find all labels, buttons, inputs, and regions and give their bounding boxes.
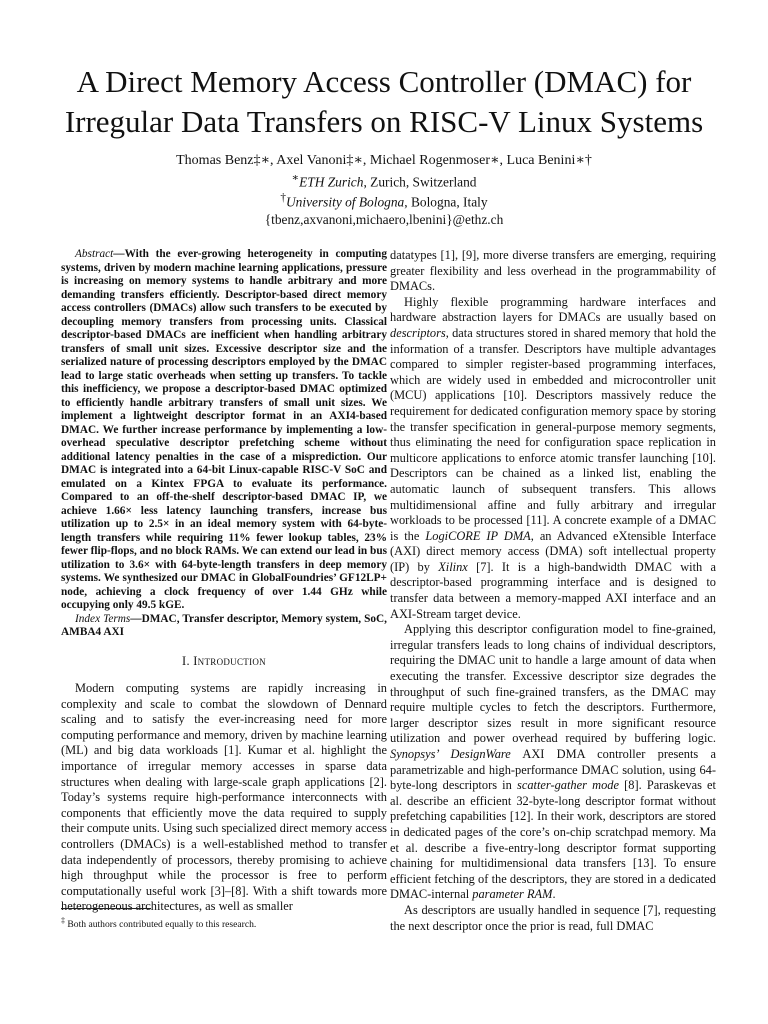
affiliation-mark: ∗ [291, 172, 300, 184]
affiliation-place: , Bologna, Italy [404, 194, 488, 210]
section-title: Introduction [193, 653, 266, 668]
emphasis: Xilinx [438, 559, 468, 574]
affiliation-bologna [40, 190, 728, 210]
emphasis: LogiCORE IP DMA [425, 528, 531, 543]
footnote-symbol: ‡ [61, 916, 65, 925]
affiliation-mark: † [280, 192, 286, 205]
footnote [61, 908, 387, 931]
affiliation-place: , Zurich, Switzerland [363, 174, 477, 190]
affiliation-eth [40, 170, 728, 190]
section-heading-introduction [61, 654, 387, 670]
right-paragraph-2 [390, 295, 716, 622]
index-terms [61, 613, 387, 640]
right-paragraph-3 [390, 622, 716, 903]
left-column [61, 248, 387, 915]
abstract [61, 248, 387, 613]
paper-title [40, 62, 728, 142]
author-names: Thomas Benz‡∗, Axel Vanoni‡∗, Michael Rogenmoser∗, Luca Benini∗† [176, 153, 592, 168]
text-run: [7]. It is a high-bandwidth DMAC with a descriptor-based programming interface and is designed to transfer data between a memory-mapped AXI interface and an AXI-Stream target device. [390, 559, 716, 621]
emphasis: Synopsys’ DesignWare [390, 747, 511, 761]
affiliation-institution: University of Bologna [285, 194, 405, 210]
emphasis: descriptors [390, 325, 446, 340]
text-run: Applying this descriptor configuration model to fine-grained, irregular transfers leads to long chains of individual descriptors, requiring the DMAC unit to handle a large amount of data when executing the transfer. Excessive descriptor size degrades the throughput of such fine-grained transfers, as the DMAC may require multiple cycles to fetch the descriptors. Furthermore, larger descriptor sizes result in more significant resource utilization and power overhead required by buffering logic. [390, 622, 716, 746]
author-emails: {tbenz,axvanoni,michaero,lbenini}@ethz.ch [264, 211, 504, 227]
right-paragraph-4: As descriptors are usually handled in sequence [7], requesting the next descriptor once the prior is read, full DMAC [390, 902, 716, 933]
text-run: , an Advanced eXtensible Interface (AXI) direct memory access (DMA) soft intellectual property (IP) by [390, 528, 716, 574]
text-run: Highly flexible programming hardware interfaces and hardware abstraction layers for DMACs are usually based on [390, 294, 716, 325]
abstract-text: —With the ever-growing heterogeneity in computing systems, driven by modern machine learning applications, pressure is increasing on memory systems to handle arbitrary and more demanding transfers efficiently. Descriptor-based direct memory access controllers (DMACs) allow such transfers to be executed by decoupling memory transfers from processing units. Classical descriptor-based DMACs are inefficient when handling arbitrary transfers of small unit sizes. Excessive descriptor size and the serialized nature of processing descriptors employed by the DMAC lead to large static overheads when setting up transfers. To tackle this inefficiency, we propose a descriptor-based DMAC optimized to efficiently handle arbitrary transfers of small unit sizes. We implement a lightweight descriptor format in an AXI4-based DMAC. We further increase performance by implementing a low-overhead speculative descriptor prefetching scheme without additional latency penalties in the case of a misprediction. Our DMAC is integrated into a 64-bit Linux-capable RISC-V SoC and emulated on a Kintex FPGA to evaluate its performance. Compared to an off-the-shelf descriptor-based DMAC IP, we achieve 1.66× less latency launching transfers, increase bus utilization up to 2.5× in an ideal memory system with 64-byte-length transfers while requiring 11% fewer lookup tables, 23% fewer flip-flops, and no block RAMs. We can extend our lead in bus utilization to 3.6× with 64-byte-length transfers in deep memory systems. We synthesized our DMAC in GlobalFoundries’ GF12LP+ node, achieving a clock frequency of over 1.44 GHz while occupying only 49.5 kGE. [61, 248, 387, 611]
text-run: , data structures stored in shared memory that hold the information of a transfer. Descriptors have multiple advantages compared to simpler register-based programming interfaces, which are widely used in embedded and microcontroller unit (MCU) applications [10]. Descriptors massively reduce the requirement for dedicated configuration memory space by storing the transfer specification in general-purpose memory segments, thus eliminating the need for configuration space replication in multicore applications to enforce atomic transfer launching [10]. Descriptors can be chained as a linked list, enabling the automatic launch of subsequent transfers. This allows multidimensional affine and fully arbitrary and irregular workloads to be processed [11]. A concrete example of a DMAC is the [390, 325, 716, 543]
affiliation-institution: ETH Zurich [299, 174, 364, 190]
right-paragraph-1: datatypes [1], [9], more diverse transfers are emerging, requiring greater flexibility and less overhead in the programmability of DMACs. [390, 248, 716, 294]
footnote-rule [61, 908, 151, 909]
author-block [40, 152, 728, 228]
title-line-2: Irregular Data Transfers on RISC-V Linux Systems [64, 104, 704, 139]
right-column [390, 248, 716, 934]
title-line-1: A Direct Memory Access Controller (DMAC) for [76, 64, 692, 99]
index-terms-text: —DMAC, Transfer descriptor, Memory system, SoC, AMBA4 AXI [61, 612, 387, 638]
text-run: [8]. Paraskevas et al. describe an efficient 32-byte-long descriptor format without prefetching capabilities [12]. In their work, descriptors are stored in dedicated pages of the core’s on-chip scratchpad memory. Ma et al. describe a five-entry-long descriptor format supporting chaining for multidimensional data transfers [13]. To ensure efficient fetching of the descriptors, they are stored in a dedicated DMAC-internal [390, 778, 717, 902]
text-run: . [552, 887, 556, 902]
index-terms-lead: Index Terms [75, 612, 131, 625]
emphasis: parameter RAM [472, 887, 553, 902]
footnote-text: Both authors contributed equally to this research. [65, 919, 257, 931]
text-run: AXI DMA controller presents a parametrizable and high-performance DMAC solution, using 64-byte-long descriptors in [390, 747, 716, 793]
intro-paragraph-1: Modern computing systems are rapidly increasing in complexity and scale to combat the slowdown of Dennard scaling and to satisfy the ever-increasing need for more computing performance and memory, driven by machine learning (ML) and big data workloads [1]. Kumar et al. highlight the importance of irregular memory accesses in sparse data structures when dealing with large-scale graph applications [2]. Today’s systems require high-performance interconnects with components that efficiently move the data required to supply their compute units. Using such specialized direct memory access controllers (DMACs) is a well-established method to transfer data independently of processors, thereby promising to achieve high throughput while the processor is free to perform computationally useful work [3]–[8]. With a shift towards more heterogeneous architectures, as well as smaller [61, 681, 387, 914]
emphasis: scatter-gather mode [517, 778, 619, 793]
section-number: I. [182, 653, 194, 668]
abstract-lead: Abstract [75, 248, 114, 260]
